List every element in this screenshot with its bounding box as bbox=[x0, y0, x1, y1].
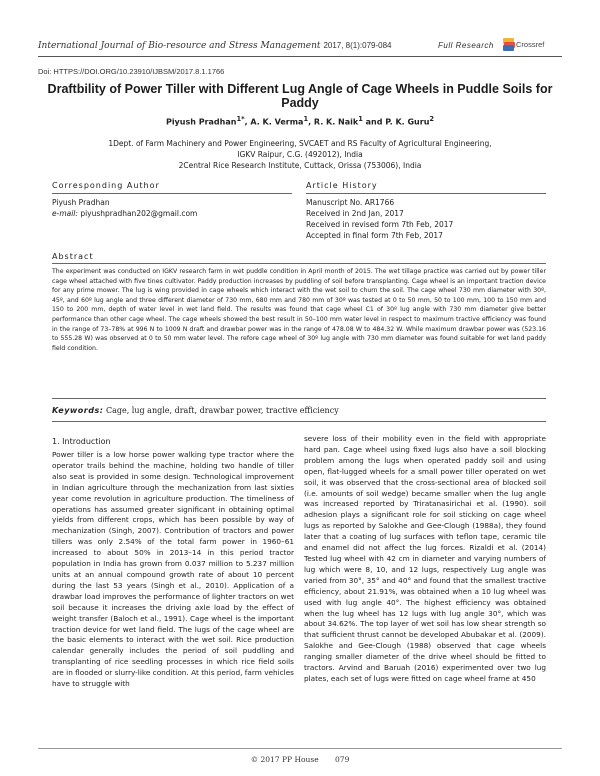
abstract-divider-top bbox=[52, 263, 546, 264]
received-date: Received in 2nd Jan, 2017 bbox=[306, 209, 404, 218]
corresponding-author-divider bbox=[52, 193, 292, 194]
crossref-logo[interactable] bbox=[503, 38, 544, 51]
page-footer bbox=[0, 755, 600, 764]
corresponding-author-email[interactable]: e-mail: piyushpradhan202@gmail.com bbox=[52, 209, 198, 218]
crossref-icon bbox=[503, 38, 514, 51]
article-type: Full Research bbox=[438, 41, 494, 50]
crossref-label: Crossref bbox=[516, 40, 545, 49]
doi-line[interactable]: Doi: HTTPS://DOI.ORG/10.23910/IJBSM/2017.8.1.1766 bbox=[38, 67, 225, 76]
author-list: Piyush Pradhan$^{1*}$, A. K. Verma$^1$, R. K. Naik$^1$ and P. K. Guru$^2$ bbox=[165, 115, 435, 127]
footer-divider bbox=[38, 748, 562, 749]
keywords-divider bbox=[52, 421, 546, 422]
introduction-heading: 1. Introduction bbox=[52, 437, 111, 446]
keywords bbox=[52, 406, 339, 415]
header-divider bbox=[38, 56, 562, 57]
introduction-text-left: Power tiller is a low horse power walking type tractor where the operator trails behind the machine, holding two handle of tiller also seat is provided in some design. Technological improvement in Indian agriculture through the mechanization from last sixties year come revolution in agriculture production. The timeliness of operations has assumed greater significant in obtaining optimal yields from different crops, which has been possible by way of mechanization (Singh, 2007). Contribution of tractors and power tillers was only 2.54% of the total farm power in 1960–61 increased to about 50% in 2013–14 in this period tractor population in India has grown from 0.037 million to 5.237 million units at an annual compound growth rate of about 10 percent during the last 53 years (Singh et al., 2010). Application of a drawbar load improves the performance of lighter tractors on wet soil because it increases the driving axle load by the effect of weight transfer (Baloch et al., 1991). Cage wheel is the important traction device for wet land field. The lugs of the cage wheel are the basic elements to interact with the wet soil. Rice production calendar generally includes the period of soil puddling and transplanting of rice seedling processes in which rice field soils are in flooded or slurry-like condition. At this period, farm vehicles have to struggle with bbox=[52, 450, 294, 689]
revised-date: Received in revised form 7th Feb, 2017 bbox=[306, 220, 454, 229]
footer-copyright: © 2017 PP House bbox=[250, 755, 319, 764]
accepted-date: Accepted in final form 7th Feb, 2017 bbox=[306, 231, 443, 240]
introduction-text-right: severe loss of their mobility even in the field with appropriate hard pan. Cage wheel using fixed lugs also have a soil blocking problem among the lugs when operated paddy soil and using open, flat-lugged wheels for a small power tiller operated on wet soil, it was observed that the cross-sectional area of blocked soil (i.e. amounts of soil wedge) became smaller when the lug angle was increased reported by Triratanasirichai et al. (1990). soil adhesion plays a significant role for soil sticking on cage wheel lugs as reported by Salokhe and Gee-Clough (1988a), they found later that a coating of lug surfaces with teflon tape, ceramic tile and enamel did not affect the lug forces. Rizaldi et al. (2014) Tested lug wheel with 42 cm in diameter and varying numbers of lug which were 8, 10, and 12 lugs, respectively Lug angle was varied from 30°, 35° and 40° and found that the smallest tractive efficiency, about 21.91%, was obtained when a 10 lug wheel was used with lug angle 40°. The highest efficiency was obtained when the lug wheel has 12 lugs with lug angle 30°, which was about 34.62%. The top layer of wet soil has low shear strength so that sufficient thrust cannot be developed Abubakar et al. (2009). Salokhe and Gee-Clough (1988) observed that cage wheels ranging smaller diameter of the drive wheel should be fitted to tractors. Arvind and Baruah (2016) experimented over two lug plates, each set of lugs were fitted on cage wheel frame at 450 bbox=[304, 434, 546, 683]
abstract-heading: Abstract bbox=[52, 252, 94, 261]
abstract-text: The experiment was conducted on IGKV research farm in wet puddle condition in April month of 2015. The wet tillage practice was carried out by power tiller cage wheel attached with five tines cultivator. Paddy production increases by puddling of soil before transplanting. Cage wheel is an important traction device for any prime mower. The lug is wing provided in cage wheels which interact with the wet soil to churn the soil. The cage wheel 730 mm diameter with 30º, 45º, and 60º lug angle and three different diameter of 730 mm, 680 mm and 780 mm of 30º was tested at 0 to 50 mm, 50 to 100 mm, 100 to 150 mm and 150 to 200 mm, depth of water level in wet land field. The results was found that cage wheel C1 of 30º lug angle with 730 mm diameter give better performance than other cage wheel. The cage wheels showed the best result in 50–100 mm water level in respect to maximum tractive efficiency was found in the range of 73–78% at 996 N to 1009 N draft and drawbar power was in the range of 478.08 W to 484.32 W. While maximum drawbar power was (523.16 to 555.28 W) was observed at 0 to 50 mm water level. The refore cage wheel of 30º lug angle with 730 mm diameter was found suitable for wet land paddy field condition. bbox=[52, 268, 546, 352]
paper-title: Draftbility of Power Tiller with Different Lug Angle of Cage Wheels in Puddle Soils for Paddy bbox=[47, 82, 553, 110]
keywords-label: Keywords: bbox=[52, 406, 104, 415]
corresponding-author-name: Piyush Pradhan bbox=[52, 198, 110, 207]
keywords-text: Cage, lug angle, draft, drawbar power, tractive efficiency bbox=[105, 406, 339, 415]
body-column-left bbox=[52, 434, 294, 690]
article-history-heading: Article History bbox=[306, 181, 378, 190]
affiliation-2: 2Central Rice Research Institute, Cuttack, Orissa (753006), India bbox=[178, 161, 422, 170]
journal-name: International Journal of Bio-resource and Stress Management 2017, 8(1):079-084 bbox=[38, 41, 392, 51]
page-number: 079 bbox=[335, 755, 350, 764]
affiliation-1: 1Dept. of Farm Machinery and Power Engineering, SVCAET and RS Faculty of Agricultural Engineering, bbox=[108, 139, 492, 148]
article-history-divider bbox=[306, 193, 546, 194]
manuscript-number: Manuscript No. AR1766 bbox=[306, 198, 395, 207]
journal-issue: 2017, 8(1):079-084 bbox=[323, 41, 392, 50]
body-column-right bbox=[304, 434, 546, 685]
abstract-divider-bottom bbox=[52, 398, 546, 399]
corresponding-author-heading: Corresponding Author bbox=[52, 181, 160, 190]
affiliation-1-cont: IGKV Raipur, C.G. (492012), India bbox=[237, 150, 363, 159]
